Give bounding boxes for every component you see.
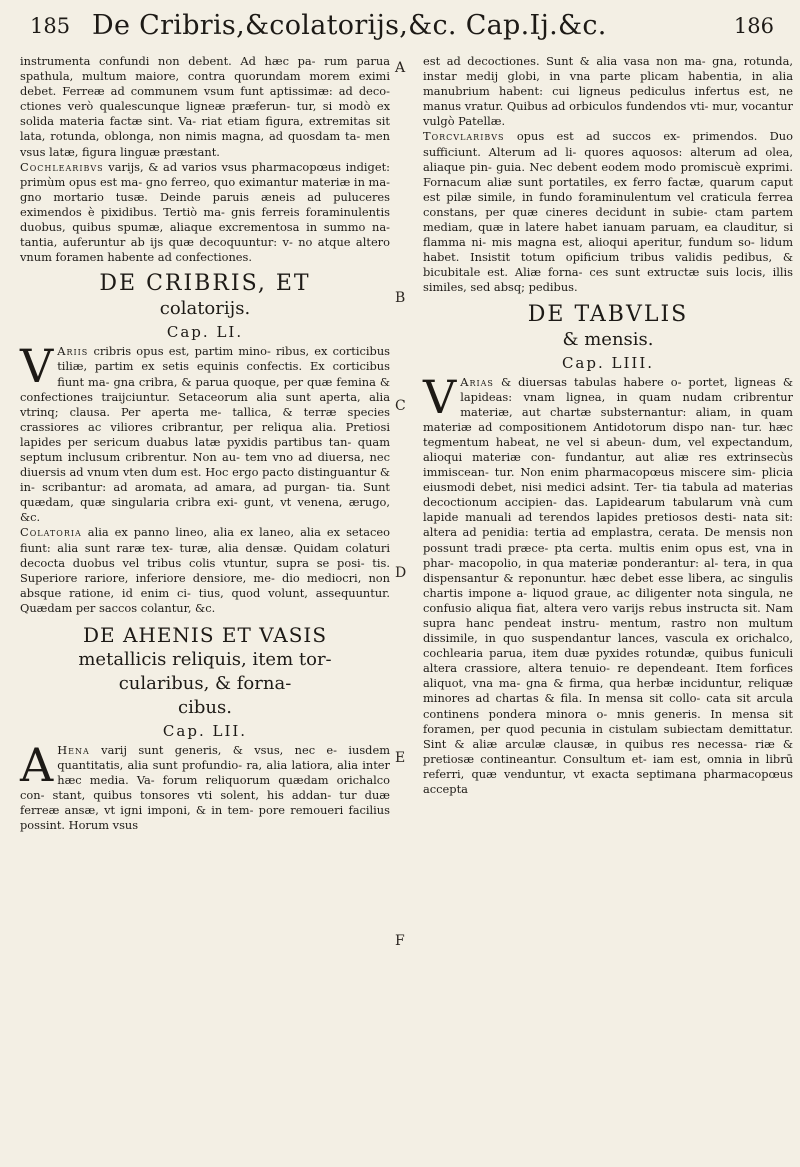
margin-letter-d: D xyxy=(395,565,407,581)
heading-de-tabulis: DE TABVLIS xyxy=(527,301,689,327)
paragraph-body: alia ex panno lineo, alia ex laneo, alia ex setaceo fiunt: alia sunt raræ tex- turæ, alia densæ. Quidam colaturi decocta duobus vel tribus colis vtuntur, supra se posi- tis. Superiore rariore, inferiore densiore, me- dio mediocri, non absque ratione, id enim ci- tius, quod volunt, assequuntur. Quædam per saccos colantur, &c. xyxy=(20,525,391,615)
left-column xyxy=(20,54,390,834)
heading-de-cribris: DE CRIBRIS, ET xyxy=(99,271,311,297)
paragraph-ahena xyxy=(20,738,390,834)
drop-cap: V xyxy=(423,369,457,424)
paragraph-body: cribris opus est, partim mino- ribus, ex corticibus tiliæ, partim ex setis equinis confectis. Ex corticibus fiunt ma- gna cribra, & parua quoque, per quæ femina & confectiones traijciuntur. Setaceorum alia sunt aperta, alia vtrinq; clausa. Per aperta me- tallica, & terræ species crassiores ac viliores cribrantur, per reliqua alia. Pretiosi lapides per sericum duabus latæ pyxidis partibus tan- quam septum inclusum cribrentur. Non au- tem vno ad diuersa, nec diuersis ad vnum vten dum est. Hoc ergo pacto distinguantur & in- scribantur: ad aromata, ad amara, ad purgan- tia. Sunt quædam, quæ singularia cribra exi- gunt, vt venena, ærugo, &c. xyxy=(20,344,390,525)
margin-letter-e: E xyxy=(395,750,406,766)
running-title: De Cribris,&colatorijs,&c. Cap.Ij.&c. xyxy=(92,10,607,41)
subheading-mensis: & mensis. xyxy=(562,328,654,350)
lead-word: Hena xyxy=(57,743,90,757)
drop-cap: A xyxy=(20,738,54,792)
subheading-line-3: cibus. xyxy=(178,697,232,718)
subheading-colatorijs: colatorijs. xyxy=(159,298,251,320)
margin-letter-b: B xyxy=(395,290,406,306)
margin-letter-a: A xyxy=(395,60,406,76)
paragraph-body: & diuersas tabulas habere o- portet, ligneas & lapideas: vnam lignea, in quam nudam cribrentur materiæ, aut chartæ substernantur: aliam, in quam materiæ ad compositionem Antidotorum dispo nan- tur. hæc tegmentum habeat, ne vel si abeun- dum, vel expectandum, alioqui materiæ con- fundantur, aut aliæ res extrinsecùs immiscean- tur. Non enim pharmacopœus miscere sim- plicia eiusmodi debet, nisi medici adsint. Ter- tia tabula ad materias decoctionum accipien- das. Lapidearum tabularum vnà cum lapide manuali ad terendos lapides pretiosos desti- nata sit: altera ad penidia: tertia ad emplastra, cerata. De mensis non possunt tradi præce- pta certa. multis enim opus est, vna in phar- macopolio, in qua materiæ ponderantur: al- tera, in qua dispensantur & reponuntur. hæc debet esse libera, ac singulis chartis impone a- liquod graue, ac diligenter nota singula, ne confusio aliqua fiat, altera vero varijs rebus instructa sit. Nam supra hanc pendeat instru- mentum, rastro non multum dissimile, in quo suspendantur lances, vascula ex orichalco, cochlearia parua, item duæ pyxides rotundæ, quibus funiculi altera crassiore, altera tenuio- re dependeant. Item forfices aliquot, vna ma- gna & firma, qua herbæ inciduntur, reliquæ minores ad chartas & fila. In mensa sit collo- cata sit arcula continens pondera minora o- mnis generis. In mensa sit foramen, per quod pecunia in cistulam subiectam demittatur. Sint & aliæ arculæ clausæ, in quibus res necessa- riæ & pretiosæ contineantur. Consultum et- iam est, omnia in librū referri, quæ venduntur, vt exacta septimana pharmacopœus accepta xyxy=(423,374,794,797)
page-number-right: 186 xyxy=(733,14,774,38)
paragraph-cochlearibus xyxy=(20,160,390,266)
drop-cap: V xyxy=(20,339,54,394)
paragraph-colatoria xyxy=(20,525,390,616)
lead-word: Cochlearibvs xyxy=(20,159,104,174)
chapter-label-li: Cap. LI. xyxy=(166,323,244,342)
paragraph-torcularibus xyxy=(423,129,793,295)
chapter-label-liii: Cap. LIII. xyxy=(561,353,655,372)
margin-letter-c: C xyxy=(395,398,406,414)
lead-word: Colatoria xyxy=(20,525,82,540)
subheading-line-2: cularibus, & forna- xyxy=(118,673,292,694)
paragraph-tabulas xyxy=(423,369,794,798)
subheading-line-1: metallicis reliquis, item tor- xyxy=(78,649,332,670)
lead-word: Ariis xyxy=(57,344,89,359)
running-head xyxy=(0,10,800,46)
paragraph-body: varij sunt generis, & vsus, nec e- iusdem quantitatis, alia sunt profundio- ra, alia latiora, alia inter hæc media. Va- forum reliquorum quædam orichalco con- stant, quibus tonsores vti solent, his addan- tur duæ ferreæ ansæ, vt igni imponi, & in tem- pore remoueri facilius possint. Horum vsus xyxy=(20,743,390,833)
right-column xyxy=(423,54,793,797)
page-number-left: 185 xyxy=(30,14,71,38)
paragraph-spathula: instrumenta confundi non debent. Ad hæc pa- rum parua spathula, multum maiore, contra quorundam morem eximi debet. Ferreæ ad communem vsum funt aptissimæ: ad deco- ctiones verò qualescunque ligneæ præferun- tur, si modò ex solida materia factæ sint. Va- riat etiam figura, extremitas sit lata, rotunda, oblonga, non nimis magna, ad quosdam ta- men vsus latæ, figura linguæ præstant. xyxy=(20,54,390,159)
chapter-label-lii: Cap. LII. xyxy=(162,722,248,740)
paragraph-cribris xyxy=(20,339,390,525)
lead-word: Torcvlaribvs xyxy=(423,129,505,144)
paragraph-body: varijs, & ad varios vsus pharmacopœus indiget: primùm opus est ma- gno ferreo, quo eximantur materiæ in ma- gno mortario tusæ. Deinde paruis æneis ad puluceres eximendos è pixidibus. Tertiò ma- gnis ferreis foraminulentis duobus, quibus spumæ, aliaque excrementosa in summo na- tantia, auferuntur ab ijs quæ decoquuntur: v- no atque altero vnum foramen habente ad confectiones. xyxy=(20,159,390,265)
paragraph-vasa: est ad decoctiones. Sunt & alia vasa non ma- gna, rotunda, instar medij globi, in vna parte plicam habentia, in alia manubrium habent: cui ligneus pediculus infertus est, ne manus vratur. Quibus ad orbiculos fundendos vti- mur, vocantur vulgò Patellæ. xyxy=(423,54,793,129)
margin-letter-f: F xyxy=(395,933,405,949)
heading-de-ahenis: DE AHENIS ET VASIS xyxy=(82,623,328,647)
lead-word: Arias xyxy=(460,374,494,389)
paragraph-body: opus est ad succos ex- primendos. Duo sufficiunt. Alterum ad li- quores aquosos: alterum ad olea, aliaque pin- guia. Nec debent eodem modo promiscuè exprimi. Fornacum aliæ sunt portatiles, ex ferro factæ, quarum caput est pilæ simile, in fundo foraminulentum vel craticula ferrea constans, per quæ cineres decidunt in subie- ctam partem mediam, quæ in latere habet ianuam paruam, ea clauditur, si flamma ni- mis magna est, alioqui aperitur, fundum so- lidum habet. Insistit totum opificium tribus validis pedibus, & bicubitale est. Aliæ forna- ces sunt extructæ suis locis, illis similes, sed absq; pedibus. xyxy=(423,129,793,295)
